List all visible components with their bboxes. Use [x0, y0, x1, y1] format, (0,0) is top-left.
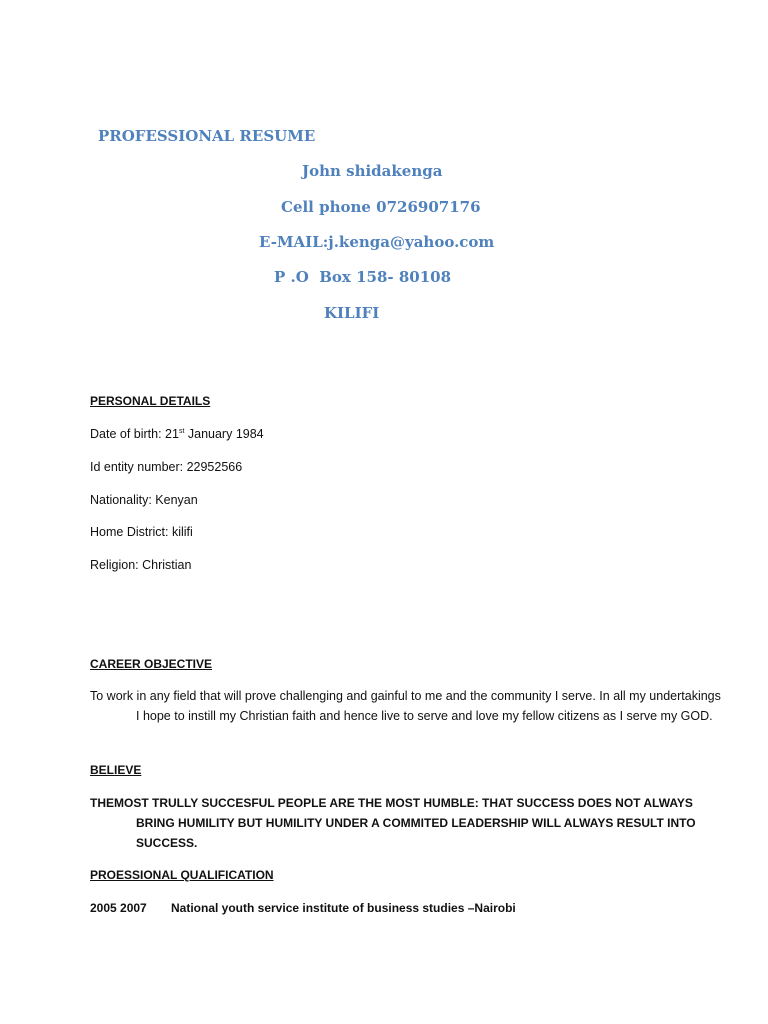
email-address: E-MAIL:j.kenga@yahoo.com: [259, 233, 495, 251]
id-number: Id entity number: 22952566: [90, 460, 243, 474]
candidate-name: John shidakenga: [302, 162, 443, 180]
dob-suffix: January 1984: [184, 427, 264, 441]
qualification-heading: PROESSIONAL QUALIFICATION: [90, 868, 274, 882]
personal-details-heading: PERSONAL DETAILS: [90, 394, 211, 408]
nationality: Nationality: Kenyan: [90, 493, 198, 507]
home-district: Home District: kilifi: [90, 525, 193, 539]
believe-text: THEMOST TRULLY SUCCESFUL PEOPLE ARE THE MOST HUMBLE: THAT SUCCESS DOES NOT ALWAYS BRING HUMILITY BUT HUMILITY UNDER A COMMITED LEADERSHIP WILL ALWAYS RESULT INTO SUCCESS.: [90, 796, 696, 850]
qualification-item: [90, 899, 516, 917]
town: KILIFI: [324, 304, 380, 322]
religion: Religion: Christian: [90, 558, 192, 572]
postal-address: P .O Box 158- 80108: [274, 268, 452, 286]
dob-ordinal: st: [178, 427, 185, 435]
cell-phone: Cell phone 0726907176: [281, 198, 481, 216]
believe-heading: BELIEVE: [90, 763, 142, 777]
career-objective-text: To work in any field that will prove challenging and gainful to me and the community I serve. In all my undertakings I hope to instill my Christian faith and hence live to serve and love my fellow citizens as I serve my GOD.: [90, 689, 721, 723]
resume-title: PROFESSIONAL RESUME: [98, 127, 316, 145]
qualification-years: 2005 2007: [90, 901, 147, 915]
qualification-institution: National youth service institute of business studies –Nairobi: [171, 901, 516, 915]
date-of-birth: [90, 425, 264, 443]
dob-prefix: Date of birth: 21: [90, 427, 179, 441]
career-objective-heading: CAREER OBJECTIVE: [90, 657, 213, 671]
